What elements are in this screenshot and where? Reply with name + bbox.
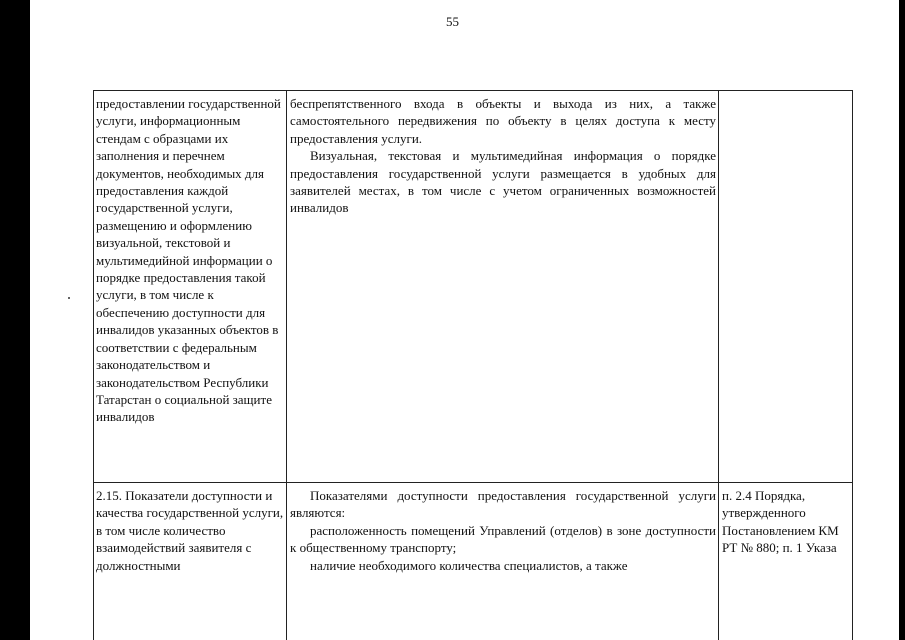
- description-paragraph: наличие необходимого количества специалистов, а также: [310, 557, 628, 573]
- requirement-cell: 2.15. Показатели доступности и качества государственной услуги, в том числе количество взаимодействий заявителя с должностными: [96, 488, 284, 573]
- description-paragraph: расположенность помещений Управлений (отделов) в зоне доступности к общественному транспорту;: [290, 522, 716, 556]
- regulation-table: [93, 90, 853, 640]
- description-paragraph: Показателями доступности предоставления государственной услуги являются:: [290, 488, 716, 521]
- table-row: [94, 91, 852, 483]
- reference-cell: п. 2.4 Порядка, утвержденного Постановлением КМ РТ № 880; п. 1 Указа: [722, 488, 839, 556]
- description-paragraph: Визуальная, текстовая и мультимедийная информация о порядке предоставления государственной услуги размещается в удобных для заявителей местах, в том числе с учетом ограниченных возможностей инвалидов: [290, 148, 716, 216]
- table-row: [94, 483, 852, 640]
- requirement-cell: предоставлении государственной услуги, информационным стендам с образцами их заполнения и перечнем документов, необходимых для предоставления каждой государственной услуги, размещению и оформлению визуальной, текстовой и мультимедийной информации о порядке предоставления такой услуги, в том числе к обеспечению доступности для инвалидов указанных объектов в соответствии с федеральным законодательством и законодательством Республики Татарстан о социальной защите инвалидов: [96, 96, 281, 425]
- page-number: 55: [446, 14, 459, 29]
- description-paragraph: беспрепятственного входа в объекты и выхода из них, а также самостоятельного передвижения по объекту в целях доступа к месту предоставления услуги.: [290, 96, 716, 146]
- column-divider: [286, 91, 287, 482]
- scan-right-edge: [899, 0, 905, 640]
- scan-speck: [68, 297, 70, 299]
- description-cell: [290, 487, 716, 574]
- description-cell: [290, 95, 716, 217]
- column-divider: [718, 91, 719, 482]
- column-divider: [286, 483, 287, 640]
- column-divider: [718, 483, 719, 640]
- scan-left-edge: [0, 0, 30, 640]
